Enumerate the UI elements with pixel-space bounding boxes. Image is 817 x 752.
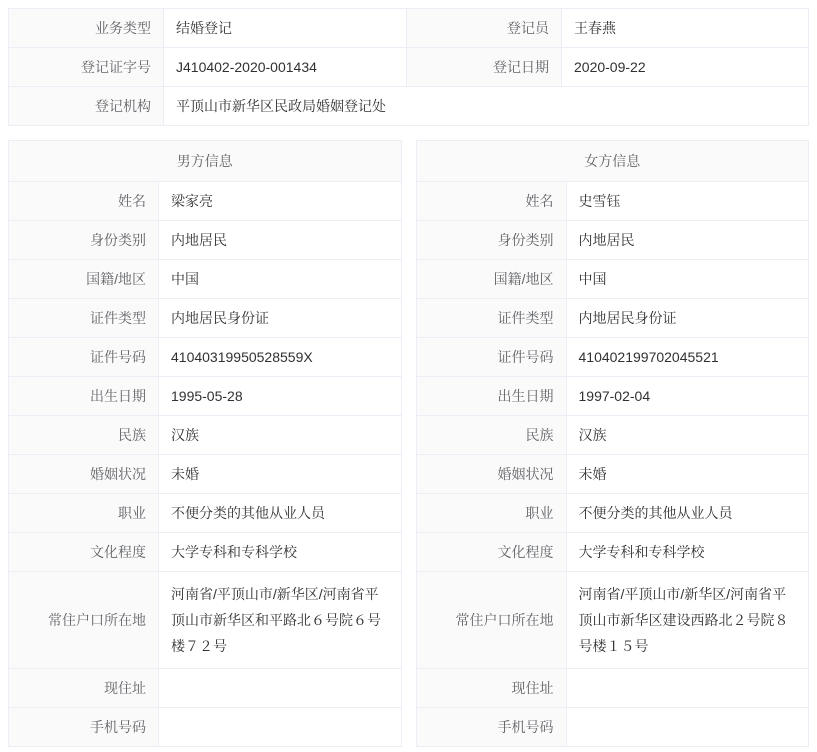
- table-row: [9, 48, 809, 87]
- female-ethnicity-label: 民族: [416, 416, 566, 455]
- male-info-table: [8, 140, 402, 747]
- female-birth-date-label: 出生日期: [416, 377, 566, 416]
- certificate-number-value: J410402-2020-001434: [164, 48, 407, 87]
- female-info-table: [416, 140, 810, 747]
- male-id-type-value: 内地居民身份证: [159, 299, 402, 338]
- female-current-address-value: [566, 669, 809, 708]
- table-row: [9, 299, 402, 338]
- female-name-value: 史雪钰: [566, 182, 809, 221]
- male-section-title: 男方信息: [9, 141, 402, 182]
- female-education-label: 文化程度: [416, 533, 566, 572]
- female-id-number-label: 证件号码: [416, 338, 566, 377]
- male-phone-label: 手机号码: [9, 708, 159, 747]
- male-id-number-value: 41040319950528559X: [159, 338, 402, 377]
- male-marital-status-label: 婚姻状况: [9, 455, 159, 494]
- female-marital-status-value: 未婚: [566, 455, 809, 494]
- table-row: [416, 260, 809, 299]
- female-id-number-value: 410402199702045521: [566, 338, 809, 377]
- male-id-type-label: 证件类型: [9, 299, 159, 338]
- table-row: [416, 377, 809, 416]
- male-birth-date-value: 1995-05-28: [159, 377, 402, 416]
- female-phone-label: 手机号码: [416, 708, 566, 747]
- male-section-header: [9, 141, 402, 182]
- male-identity-type-label: 身份类别: [9, 221, 159, 260]
- table-row: [9, 338, 402, 377]
- table-row: [9, 494, 402, 533]
- male-marital-status-value: 未婚: [159, 455, 402, 494]
- table-row: [416, 455, 809, 494]
- male-column: [8, 140, 402, 747]
- female-identity-type-label: 身份类别: [416, 221, 566, 260]
- male-name-value: 梁家亮: [159, 182, 402, 221]
- male-nationality-value: 中国: [159, 260, 402, 299]
- summary-table: [8, 8, 809, 126]
- female-name-label: 姓名: [416, 182, 566, 221]
- female-section-header: [416, 141, 809, 182]
- registration-org-value: 平顶山市新华区民政局婚姻登记处: [164, 87, 809, 126]
- female-occupation-value: 不便分类的其他从业人员: [566, 494, 809, 533]
- female-occupation-label: 职业: [416, 494, 566, 533]
- table-row: [9, 416, 402, 455]
- table-row: [9, 221, 402, 260]
- table-row: [416, 299, 809, 338]
- table-row: [9, 669, 402, 708]
- registrar-value: 王春燕: [562, 9, 809, 48]
- table-row: [416, 708, 809, 747]
- male-phone-value: [159, 708, 402, 747]
- female-phone-value: [566, 708, 809, 747]
- business-type-label: 业务类型: [9, 9, 164, 48]
- table-row: [9, 9, 809, 48]
- female-section-title: 女方信息: [416, 141, 809, 182]
- female-id-type-label: 证件类型: [416, 299, 566, 338]
- business-type-value: 结婚登记: [164, 9, 407, 48]
- female-nationality-value: 中国: [566, 260, 809, 299]
- female-ethnicity-value: 汉族: [566, 416, 809, 455]
- person-columns: [8, 140, 809, 747]
- female-current-address-label: 现住址: [416, 669, 566, 708]
- male-household-address-value: 河南省/平顶山市/新华区/河南省平顶山市新华区和平路北６号院６号楼７２号: [159, 572, 402, 669]
- registrar-label: 登记员: [407, 9, 562, 48]
- certificate-number-label: 登记证字号: [9, 48, 164, 87]
- table-row: [416, 338, 809, 377]
- male-identity-type-value: 内地居民: [159, 221, 402, 260]
- table-row: [416, 494, 809, 533]
- female-id-type-value: 内地居民身份证: [566, 299, 809, 338]
- registration-date-value: 2020-09-22: [562, 48, 809, 87]
- table-row: [9, 182, 402, 221]
- male-current-address-label: 现住址: [9, 669, 159, 708]
- male-current-address-value: [159, 669, 402, 708]
- female-birth-date-value: 1997-02-04: [566, 377, 809, 416]
- male-birth-date-label: 出生日期: [9, 377, 159, 416]
- female-identity-type-value: 内地居民: [566, 221, 809, 260]
- table-row: [416, 572, 809, 669]
- male-ethnicity-value: 汉族: [159, 416, 402, 455]
- male-occupation-label: 职业: [9, 494, 159, 533]
- male-name-label: 姓名: [9, 182, 159, 221]
- male-household-address-label: 常住户口所在地: [9, 572, 159, 669]
- table-row: [416, 182, 809, 221]
- female-household-address-value: 河南省/平顶山市/新华区/河南省平顶山市新华区建设西路北２号院８号楼１５号: [566, 572, 809, 669]
- male-education-label: 文化程度: [9, 533, 159, 572]
- registration-org-label: 登记机构: [9, 87, 164, 126]
- table-row: [9, 377, 402, 416]
- male-ethnicity-label: 民族: [9, 416, 159, 455]
- male-id-number-label: 证件号码: [9, 338, 159, 377]
- female-column: [416, 140, 810, 747]
- registration-date-label: 登记日期: [407, 48, 562, 87]
- table-row: [416, 533, 809, 572]
- table-row: [9, 708, 402, 747]
- table-row: [9, 455, 402, 494]
- female-nationality-label: 国籍/地区: [416, 260, 566, 299]
- table-row: [416, 221, 809, 260]
- female-marital-status-label: 婚姻状况: [416, 455, 566, 494]
- table-row: [9, 87, 809, 126]
- male-education-value: 大学专科和专科学校: [159, 533, 402, 572]
- table-row: [9, 533, 402, 572]
- table-row: [416, 416, 809, 455]
- table-row: [9, 572, 402, 669]
- male-occupation-value: 不便分类的其他从业人员: [159, 494, 402, 533]
- female-education-value: 大学专科和专科学校: [566, 533, 809, 572]
- male-nationality-label: 国籍/地区: [9, 260, 159, 299]
- table-row: [9, 260, 402, 299]
- female-household-address-label: 常住户口所在地: [416, 572, 566, 669]
- table-row: [416, 669, 809, 708]
